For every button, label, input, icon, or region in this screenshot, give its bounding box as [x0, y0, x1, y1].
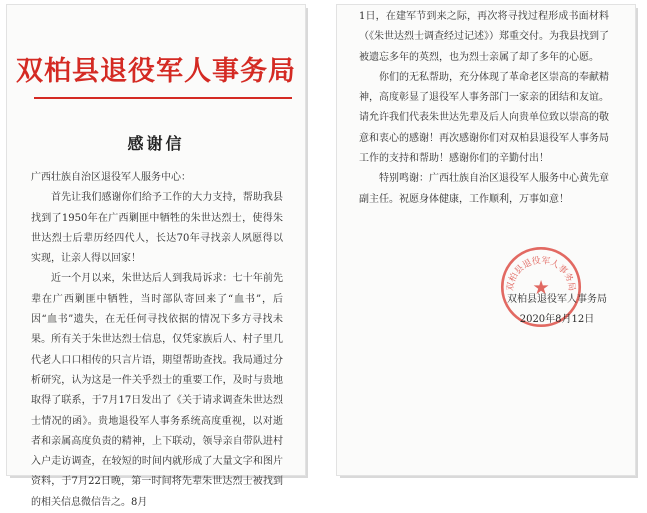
salutation: 广西壮族自治区退役军人服务中心：: [31, 172, 191, 183]
signature-date: 2020年8月12日: [519, 314, 595, 325]
signature-block: [487, 290, 627, 330]
paragraph: 近一个月以来，朱世达后人到我局诉求：七十年前先辈在广西剿匪中牺牲，当时部队寄回来了“血书”，后因“血书”遗失，在无任何寻找依据的情况下多方寻找未果。所有关于朱世达烈士信息，仅凭家族后人、村子里几代老人口口相传的只言片语，期望帮助查找。我局通过分析研究，认为这是一件关乎烈士的重要工作，及时与贵地取得了联系，于7月17日发出了《关于请求调查朱世达烈士情况的函》。贵地退役军人事务系统高度重视，以对逝者和亲属高度负责的精神，上下联动，领导亲自带队进村入户走访调查，在较短的时间内就形成了大量文字和图片资料，于7月22日晚，第一时间将先辈朱世达烈士被找到的相关信息微信告之。8月: [31, 273, 283, 508]
letter-page-1: [6, 4, 306, 508]
document-title: 感谢信: [127, 134, 185, 153]
signature-org: 双柏县退役军人事务局: [507, 294, 607, 305]
paragraph: 1日，在建军节到来之际，再次将寻找过程形成书面材料（《朱世达烈士调查经过记述》）郑重交付。为我县找到了被遗忘多年的英烈，也为烈士亲属了却了多年的心愿。: [359, 11, 609, 63]
seal-ring-text: 双柏县退役军人事务局: [505, 255, 577, 292]
letter-body-page-2: [359, 7, 609, 210]
letterhead-org-title: 双柏县退役军人事务局: [16, 56, 296, 87]
letter-page-2: [336, 4, 636, 476]
paragraph: 特别鸣谢：广西壮族自治区退役军人服务中心黄先章副主任。祝愿身体健康，工作顺利，万事如意！: [359, 173, 609, 205]
paragraph: 你们的无私帮助，充分体现了革命老区崇高的奉献精神，高度彰显了退役军人事务部门一家亲的团结和友谊。请允许我们代表朱世达先辈及后人向贵单位致以崇高的敬意和衷心的感谢！再次感谢你们对双柏县退役军人事务局工作的支持和帮助！感谢你们的辛勤付出！: [359, 71, 609, 165]
letterhead-red-rule: [34, 97, 292, 99]
letter-body-page-1: [31, 168, 283, 513]
svg-text:★: ★: [532, 276, 550, 300]
paragraph: 首先让我们感谢你们给予工作的大力支持，帮助我县找到了1950年在广西剿匪中牺牲的朱世达烈士，使得朱世达烈士后辈历经四代人，长达70年寻找亲人夙愿得以实现，让亲人得以回家！: [31, 192, 283, 265]
